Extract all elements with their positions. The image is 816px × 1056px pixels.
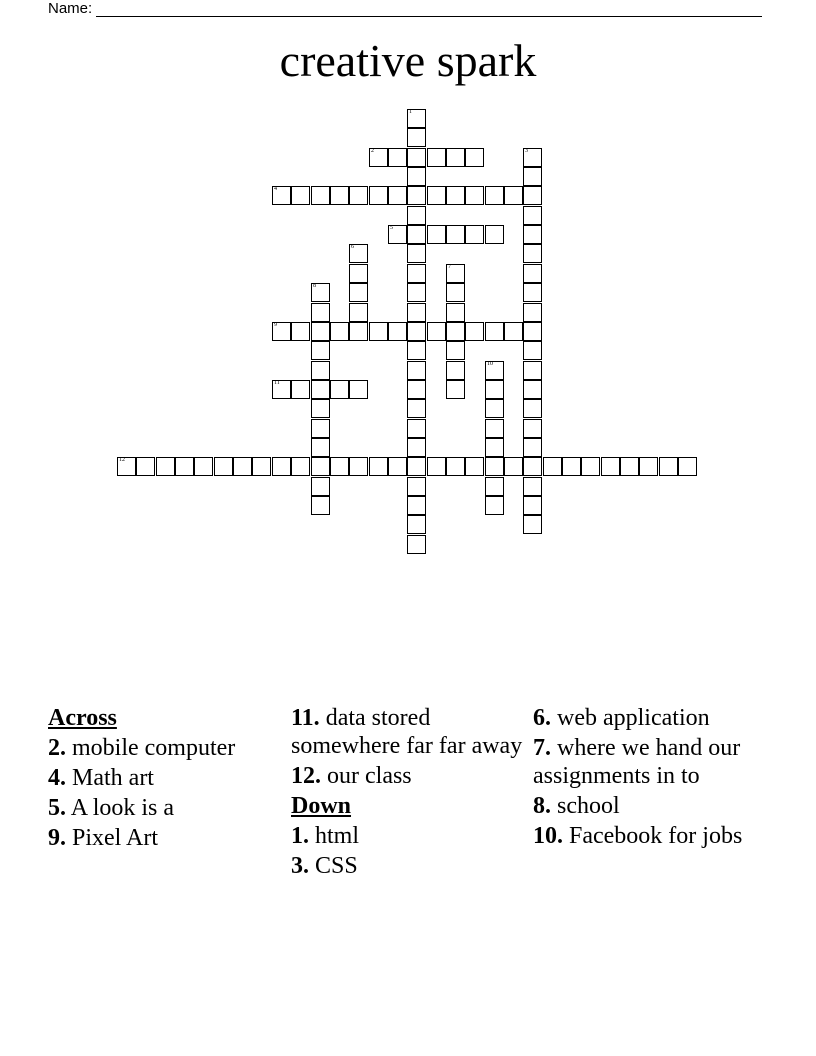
crossword-cell[interactable] [407,167,426,186]
crossword-cell[interactable] [117,457,136,476]
crossword-cell[interactable] [311,361,330,380]
crossword-cell[interactable] [349,283,368,302]
crossword-cell[interactable] [523,148,542,167]
crossword-cell[interactable] [485,419,504,438]
crossword-cell[interactable] [175,457,194,476]
crossword-cell[interactable] [311,457,330,476]
crossword-cell[interactable] [523,283,542,302]
clues-column-2 [291,704,527,882]
clue-number: 2 [371,148,374,154]
crossword-cell[interactable] [291,322,310,341]
crossword-cell[interactable] [407,283,426,302]
crossword-cell[interactable] [485,361,504,380]
crossword-cell[interactable] [446,341,465,360]
crossword-cell[interactable] [446,283,465,302]
across-heading: Across [48,705,117,731]
crossword-cell[interactable] [407,438,426,457]
crossword-cell[interactable] [407,457,426,476]
clue-number: 9 [274,322,277,328]
crossword-cell[interactable] [214,457,233,476]
crossword-cell[interactable] [485,477,504,496]
crossword-cell[interactable] [311,303,330,322]
crossword-cell[interactable] [581,457,600,476]
clue-across-4: 4. Math art [48,765,154,791]
clue-number: 10 [487,361,493,367]
crossword-cell[interactable] [485,457,504,476]
crossword-cell[interactable] [485,438,504,457]
page-title: creative spark [279,35,537,86]
crossword-cell[interactable] [252,457,271,476]
clue-down-10: 10. Facebook for jobs [533,823,743,849]
crossword-cell[interactable] [272,322,291,341]
crossword-cell[interactable] [523,399,542,418]
crossword-cell[interactable] [407,380,426,399]
crossword-cell[interactable] [601,457,620,476]
crossword-cell[interactable] [407,244,426,263]
clue-across-2: 2. mobile computer [48,735,236,761]
clue-across-9: 9. Pixel Art [48,825,159,851]
crossword-cell[interactable] [485,225,504,244]
crossword-cell[interactable] [349,322,368,341]
crossword-cell[interactable] [465,322,484,341]
crossword-cell[interactable] [485,380,504,399]
crossword-cell[interactable] [291,457,310,476]
crossword-cell[interactable] [678,457,697,476]
crossword-cell[interactable] [427,186,446,205]
crossword-cell[interactable] [523,477,542,496]
crossword-cell[interactable] [407,303,426,322]
crossword-cell[interactable] [407,496,426,515]
crossword-cell[interactable] [311,438,330,457]
clue-number: 5 [390,225,393,231]
crossword-cell[interactable] [446,303,465,322]
clue-down-6: 6. web application [533,705,710,731]
crossword-cell[interactable] [427,457,446,476]
crossword-cell[interactable] [349,244,368,263]
crossword-cell[interactable] [369,457,388,476]
crossword-cell[interactable] [407,322,426,341]
crossword-cell[interactable] [349,264,368,283]
crossword-cell[interactable] [311,186,330,205]
down-heading: Down [291,793,352,819]
crossword-cell[interactable] [485,399,504,418]
crossword-cell[interactable] [523,303,542,322]
crossword-cell[interactable] [407,264,426,283]
clue-down-3: 3. CSS [291,853,358,879]
crossword-cell[interactable] [620,457,639,476]
crossword-cell[interactable] [233,457,252,476]
clue-across-12: 12. our class [291,763,412,789]
crossword-cell[interactable] [291,380,310,399]
crossword-cell[interactable] [504,186,523,205]
clue-down-8: 8. school [533,793,620,819]
clue-down-7: 7. where we hand our assignments in to [533,735,741,789]
crossword-cell[interactable] [485,186,504,205]
crossword-cell[interactable] [311,380,330,399]
crossword-cell[interactable] [407,109,426,128]
crossword-cell[interactable] [311,419,330,438]
crossword-cell[interactable] [523,167,542,186]
crossword-cell[interactable] [523,419,542,438]
crossword-cell[interactable] [156,457,175,476]
crossword-cell[interactable] [523,206,542,225]
crossword-cell[interactable] [369,186,388,205]
crossword-cell[interactable] [523,322,542,341]
crossword-cell[interactable] [407,419,426,438]
crossword-cell[interactable] [311,283,330,302]
crossword-cell[interactable] [407,225,426,244]
crossword-cell[interactable] [446,225,465,244]
clues-column-3 [533,704,769,852]
crossword-cell[interactable] [330,380,349,399]
crossword-cell[interactable] [272,186,291,205]
name-field[interactable] [48,0,762,17]
crossword-cell[interactable] [523,438,542,457]
crossword-cell[interactable] [388,322,407,341]
crossword-cell[interactable] [562,457,581,476]
crossword-cell[interactable] [523,244,542,263]
crossword-cell[interactable] [465,186,484,205]
crossword-cell[interactable] [446,186,465,205]
crossword-cell[interactable] [311,341,330,360]
clue-number: 7 [448,264,451,270]
crossword-cell[interactable] [311,477,330,496]
crossword-cell[interactable] [639,457,658,476]
crossword-cell[interactable] [523,186,542,205]
crossword-cell[interactable] [330,322,349,341]
crossword-cell[interactable] [485,322,504,341]
crossword-cell[interactable] [311,399,330,418]
crossword-cell[interactable] [523,341,542,360]
clue-across-5: 5. A look is a [48,795,175,821]
crossword-cell[interactable] [427,148,446,167]
crossword-cell[interactable] [407,148,426,167]
clue-number: 4 [274,186,277,192]
crossword-cell[interactable] [136,457,155,476]
crossword-cell[interactable] [523,515,542,534]
crossword-cell[interactable] [330,186,349,205]
crossword-cell[interactable] [446,148,465,167]
crossword-cell[interactable] [407,128,426,147]
crossword-cell[interactable] [388,225,407,244]
crossword-cell[interactable] [446,322,465,341]
crossword-cell[interactable] [407,361,426,380]
crossword-cell[interactable] [349,303,368,322]
crossword-cell[interactable] [523,264,542,283]
crossword-cell[interactable] [330,457,349,476]
crossword-cell[interactable] [446,264,465,283]
crossword-cell[interactable] [407,206,426,225]
crossword-cell[interactable] [504,457,523,476]
crossword-cell[interactable] [446,361,465,380]
name-underline[interactable] [96,2,762,17]
crossword-cell[interactable] [291,186,310,205]
clue-across-11: 11. data stored somewhere far far away [291,705,523,759]
clue-number: 8 [313,283,316,289]
crossword-cell[interactable] [523,225,542,244]
clue-number: 3 [525,148,528,154]
clue-down-1: 1. html [291,823,360,849]
crossword-cell[interactable] [407,186,426,205]
crossword-cell[interactable] [543,457,562,476]
crossword-cell[interactable] [388,186,407,205]
crossword-cell[interactable] [388,457,407,476]
crossword-cell[interactable] [407,477,426,496]
crossword-cell[interactable] [485,496,504,515]
clue-number: 6 [351,244,354,250]
crossword-cell[interactable] [465,225,484,244]
crossword-cell[interactable] [194,457,213,476]
crossword-cell[interactable] [272,457,291,476]
clues-column-1 [48,704,284,854]
crossword-cell[interactable] [311,496,330,515]
crossword-cell[interactable] [311,322,330,341]
crossword-cell[interactable] [369,148,388,167]
crossword-cell[interactable] [523,361,542,380]
clue-number: 1 [409,109,412,115]
crossword-cell[interactable] [272,380,291,399]
crossword-cell[interactable] [659,457,678,476]
crossword-cell[interactable] [465,148,484,167]
crossword-cell[interactable] [407,535,426,554]
crossword-cell[interactable] [349,186,368,205]
clue-number: 11 [274,380,280,386]
crossword-cell[interactable] [369,322,388,341]
crossword-cell[interactable] [446,457,465,476]
crossword-cell[interactable] [349,380,368,399]
crossword-cell[interactable] [427,322,446,341]
crossword-cell[interactable] [349,457,368,476]
crossword-cell[interactable] [407,341,426,360]
crossword-cell[interactable] [465,457,484,476]
crossword-cell[interactable] [407,515,426,534]
crossword-cell[interactable] [523,457,542,476]
crossword-cell[interactable] [446,380,465,399]
crossword-cell[interactable] [427,225,446,244]
crossword-cell[interactable] [407,399,426,418]
clue-number: 12 [119,457,125,463]
crossword-cell[interactable] [523,496,542,515]
crossword-cell[interactable] [504,322,523,341]
name-label: Name: [48,0,93,17]
crossword-cell[interactable] [388,148,407,167]
crossword-cell[interactable] [523,380,542,399]
